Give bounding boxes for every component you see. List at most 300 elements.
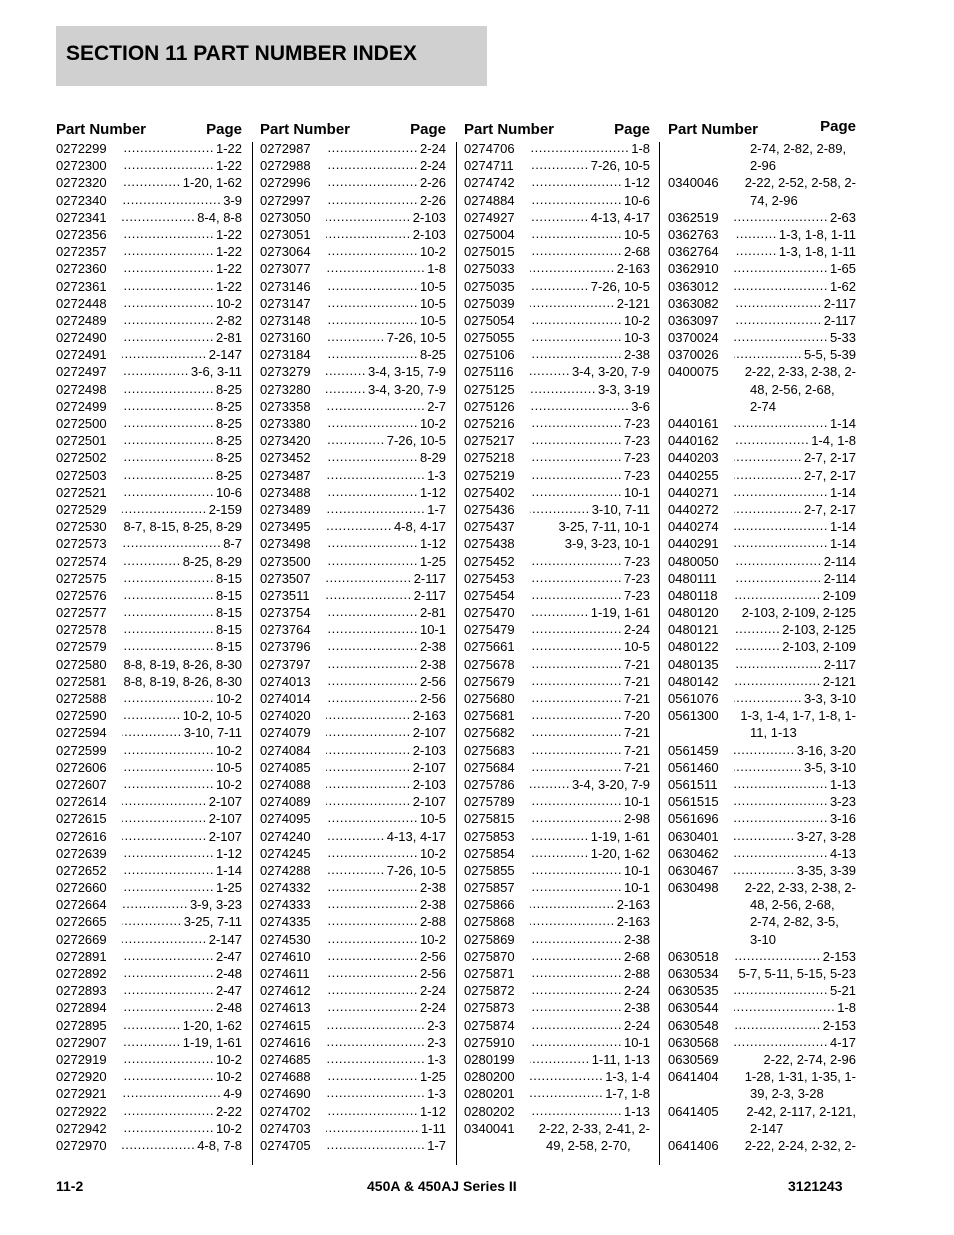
index-row (260, 845, 446, 862)
index-row (464, 518, 650, 535)
index-row (668, 570, 856, 587)
dot-leader (530, 226, 622, 243)
index-row (668, 260, 856, 277)
part-number: 0274612 (260, 983, 311, 999)
dot-leader (122, 879, 214, 896)
page-ref: 2-88 (623, 966, 650, 981)
index-row (260, 1103, 446, 1120)
part-number: 0272590 (56, 708, 107, 724)
part-number: 0641404 (668, 1069, 719, 1085)
part-number: 0275684 (464, 759, 515, 775)
page-ref: 2-22, 2-33, 2-41, 2- (538, 1120, 650, 1136)
dot-leader (326, 999, 418, 1016)
part-number: 0274706 (464, 141, 515, 156)
page-ref: 4-17 (829, 1034, 856, 1050)
part-number: 0274089 (260, 794, 311, 810)
page-ref: 3-10, 7-11 (183, 725, 242, 741)
index-row (260, 587, 446, 604)
part-number: 0641406 (668, 1137, 719, 1153)
part-number: 0630569 (668, 1051, 719, 1067)
page-ref: 10-1 (623, 862, 650, 878)
index-row (668, 467, 856, 484)
index-row (56, 1120, 242, 1137)
page-ref: 2-42, 2-117, 2-121, (746, 1103, 856, 1119)
dot-leader (122, 174, 181, 191)
part-number: 0272639 (56, 845, 107, 861)
part-number: 0363082 (668, 295, 719, 311)
part-number: 0275033 (464, 261, 515, 277)
dot-leader (326, 346, 418, 363)
index-row (464, 965, 650, 982)
index-row (56, 1068, 242, 1085)
page-ref: 2-147 (208, 347, 242, 363)
index-row (464, 226, 650, 243)
part-number: 0273160 (260, 330, 311, 346)
part-number: 0275868 (464, 914, 515, 930)
index-row (668, 810, 856, 827)
column-header (464, 118, 650, 140)
dot-leader (530, 1017, 622, 1034)
index-row (56, 845, 242, 862)
page-ref: 1-65 (829, 261, 856, 277)
dot-leader (734, 828, 795, 845)
part-number: 0272894 (56, 1000, 107, 1016)
page-ref: 2-163 (616, 897, 650, 913)
dot-leader (122, 724, 182, 741)
dot-leader (734, 484, 828, 501)
index-row (668, 157, 856, 174)
page-ref-continued: 2-74 (750, 398, 777, 414)
index-row (56, 398, 242, 415)
page-ref: 1-8 (631, 141, 650, 156)
part-number: 0272665 (56, 914, 107, 930)
index-row (464, 656, 650, 673)
part-number: 0630548 (668, 1017, 719, 1033)
part-number: 0272580 (56, 656, 107, 672)
index-row (260, 329, 446, 346)
dot-leader (122, 1051, 214, 1068)
page-ref: 1-19, 1-61 (590, 828, 650, 844)
dot-leader (530, 363, 570, 380)
dot-leader (530, 553, 622, 570)
index-row (464, 467, 650, 484)
part-number: 0275870 (464, 948, 515, 964)
part-number: 0272521 (56, 484, 107, 500)
dot-leader (326, 724, 411, 741)
index-row (464, 982, 650, 999)
index-row (260, 260, 446, 277)
page-ref: 2-56 (419, 966, 446, 981)
part-number: 0273148 (260, 312, 311, 328)
dot-leader (734, 999, 835, 1016)
part-number: 0272500 (56, 416, 107, 431)
page-ref-continued: 3-10 (750, 931, 777, 947)
index-row (56, 553, 242, 570)
page-ref: 7-21 (623, 759, 650, 775)
part-number: 0274685 (260, 1051, 311, 1067)
part-number: 0272594 (56, 725, 107, 741)
index-row (668, 346, 856, 363)
part-number: 0272599 (56, 742, 107, 758)
dot-leader (326, 621, 418, 638)
part-number: 0275454 (464, 587, 515, 603)
index-row (56, 913, 242, 930)
page-ref: 10-5 (419, 278, 446, 294)
dot-leader (326, 1085, 425, 1102)
index-row (260, 879, 446, 896)
page-ref: 5-5, 5-39 (803, 347, 856, 363)
part-number: 0561076 (668, 691, 719, 706)
index-row (56, 776, 242, 793)
page-ref: 1-22 (215, 226, 242, 242)
dot-leader (122, 1085, 221, 1102)
page-ref: 2-117 (823, 295, 856, 311)
dot-leader (326, 1017, 425, 1034)
dot-leader (530, 707, 622, 724)
part-number: 0630401 (668, 828, 719, 844)
index-row (260, 501, 446, 518)
index-row (260, 862, 446, 879)
page-ref: 2-107 (208, 811, 242, 827)
part-number: 0272576 (56, 587, 107, 603)
page-ref: 3-4, 3-20, 7-9 (367, 381, 446, 397)
part-number: 0480121 (668, 622, 719, 638)
dot-leader (326, 862, 385, 879)
part-number: 0630544 (668, 1000, 719, 1016)
index-row (260, 1017, 446, 1034)
dot-leader (734, 415, 828, 432)
dot-leader (122, 913, 182, 930)
dot-leader (122, 587, 214, 604)
page-ref: 1-19, 1-61 (182, 1034, 242, 1050)
index-row (464, 793, 650, 810)
part-number: 0272588 (56, 691, 107, 706)
index-row (56, 690, 242, 707)
page-ref: 5-21 (829, 983, 856, 999)
part-number: 0370026 (668, 347, 719, 363)
page-ref: 3-3, 3-10 (803, 691, 856, 706)
part-number: 0272356 (56, 226, 107, 242)
index-row (668, 604, 856, 621)
part-number: 0272970 (56, 1137, 107, 1153)
dot-leader (530, 621, 622, 638)
part-number: 0273498 (260, 536, 311, 552)
index-row (56, 140, 242, 157)
page-ref: 2-26 (419, 175, 446, 191)
part-number: 0274530 (260, 931, 311, 947)
dot-leader (122, 604, 214, 621)
dot-leader (530, 1051, 590, 1068)
part-number: 0280199 (464, 1051, 515, 1067)
index-row (260, 226, 446, 243)
index-row (668, 965, 856, 982)
dot-leader (530, 931, 622, 948)
index-row (260, 931, 446, 948)
index-row (260, 174, 446, 191)
page-ref: 7-26, 10-5 (386, 330, 446, 346)
dot-leader (734, 226, 777, 243)
dot-leader (530, 140, 629, 157)
index-column-2 (260, 118, 446, 1154)
index-row (464, 570, 650, 587)
page-ref: 2-47 (215, 948, 242, 964)
page-ref: 7-21 (623, 656, 650, 672)
dot-leader (734, 793, 828, 810)
page-ref: 2-68 (623, 244, 650, 260)
page-ref: 7-23 (623, 450, 650, 466)
part-number: 0275678 (464, 656, 515, 672)
page-ref: 2-117 (823, 656, 856, 672)
part-number: 0272499 (56, 398, 107, 414)
page-ref: 2-56 (419, 673, 446, 689)
page-ref: 3-4, 3-20, 7-9 (571, 364, 650, 380)
part-number: 0275219 (464, 467, 515, 483)
dot-leader (734, 1017, 821, 1034)
index-row (56, 157, 242, 174)
index-row (56, 828, 242, 845)
dot-leader (326, 174, 418, 191)
part-number: 0273754 (260, 605, 311, 621)
index-row (464, 329, 650, 346)
part-number: 0280200 (464, 1069, 515, 1085)
page-ref: 10-2 (419, 845, 446, 861)
dot-leader (734, 432, 809, 449)
page-ref: 2-7, 2-17 (803, 501, 856, 517)
part-number: 0272341 (56, 209, 107, 225)
dot-leader (326, 604, 418, 621)
dot-leader (734, 535, 828, 552)
index-row (56, 724, 242, 741)
dot-leader (530, 398, 629, 415)
page-ref: 2-103, 2-109 (782, 639, 856, 655)
dot-leader (326, 931, 418, 948)
page-ref: 4-13 (829, 845, 856, 861)
index-row (56, 931, 242, 948)
dot-leader (326, 845, 418, 862)
dot-leader (122, 243, 214, 260)
index-row (668, 673, 856, 690)
dot-leader (530, 278, 589, 295)
page-ref-continued: 2-96 (750, 158, 777, 174)
page-ref: 2-24 (623, 622, 650, 638)
page-ref: 2-114 (823, 570, 856, 586)
column-divider (252, 142, 253, 1165)
index-row (464, 673, 650, 690)
index-row (56, 673, 242, 690)
dot-leader (122, 295, 214, 312)
part-number: 0274245 (260, 845, 311, 861)
dot-leader (530, 570, 622, 587)
page-ref: 10-5 (419, 295, 446, 311)
dot-leader (326, 398, 425, 415)
page-ref: 3-16 (829, 811, 856, 827)
part-number: 0272320 (56, 175, 107, 191)
index-row (464, 157, 650, 174)
part-number: 0272490 (56, 330, 107, 346)
part-number: 0274615 (260, 1017, 311, 1033)
part-number: 0273358 (260, 398, 311, 414)
index-row (668, 432, 856, 449)
dot-leader (530, 845, 589, 862)
dot-leader (734, 329, 828, 346)
part-number: 0275661 (464, 639, 515, 655)
dot-leader (326, 793, 411, 810)
index-row (56, 329, 242, 346)
page-ref: 2-147 (208, 931, 242, 947)
index-row (668, 398, 856, 415)
index-row (668, 656, 856, 673)
dot-leader (530, 467, 622, 484)
index-row (464, 948, 650, 965)
page-ref: 10-1 (623, 484, 650, 500)
index-row (260, 1034, 446, 1051)
dot-leader (326, 828, 385, 845)
page-ref-continued: 49, 2-58, 2-70, (546, 1137, 631, 1153)
dot-leader (122, 1103, 214, 1120)
part-number: 0272891 (56, 948, 107, 964)
dot-leader (530, 656, 622, 673)
index-row (464, 192, 650, 209)
part-number: 0272987 (260, 141, 311, 156)
part-number: 0275855 (464, 862, 515, 878)
part-number: 0274332 (260, 880, 311, 896)
index-row (56, 226, 242, 243)
dot-leader (122, 260, 214, 277)
page-ref: 1-22 (215, 158, 242, 174)
part-number: 0272579 (56, 639, 107, 655)
page-ref: 1-8 (837, 1000, 856, 1016)
part-number: 0274927 (464, 209, 515, 225)
part-number: 0275479 (464, 622, 515, 638)
dot-leader (122, 845, 214, 862)
part-number: 0272529 (56, 501, 107, 517)
index-row (56, 243, 242, 260)
page-heading: Page (206, 121, 242, 138)
index-row (56, 1051, 242, 1068)
page-ref: 10-2 (623, 312, 650, 328)
dot-leader (326, 656, 418, 673)
part-number: 0274079 (260, 725, 311, 741)
index-row (464, 535, 650, 552)
dot-leader (734, 518, 828, 535)
index-row (668, 1137, 856, 1154)
dot-leader (122, 278, 214, 295)
index-row (464, 449, 650, 466)
index-row (464, 501, 650, 518)
page-ref: 2-107 (412, 794, 446, 810)
part-number: 0641405 (668, 1103, 719, 1119)
part-number: 0274333 (260, 897, 311, 913)
part-number: 0272997 (260, 192, 311, 208)
part-number: 0440291 (668, 536, 719, 552)
part-number: 0275217 (464, 433, 515, 449)
page-ref: 1-14 (829, 519, 856, 535)
page-ref: 2-26 (419, 192, 446, 208)
dot-leader (530, 810, 622, 827)
page-ref-continued: 39, 2-3, 3-28 (750, 1086, 824, 1102)
dot-leader (326, 484, 418, 501)
page-ref: 2-103 (412, 226, 446, 242)
page-ref: 1-22 (215, 244, 242, 260)
dot-leader (530, 587, 622, 604)
index-row (260, 518, 446, 535)
dot-leader (530, 965, 622, 982)
index-row (464, 432, 650, 449)
index-row (260, 690, 446, 707)
page-ref: 1-22 (215, 261, 242, 277)
index-row (464, 690, 650, 707)
dot-leader (734, 312, 822, 329)
part-number: 0274088 (260, 776, 311, 792)
index-row (260, 243, 446, 260)
index-row (668, 1085, 856, 1102)
index-row (260, 724, 446, 741)
page-ref: 10-5 (623, 226, 650, 242)
page-ref: 2-103 (412, 742, 446, 758)
dot-leader (122, 896, 188, 913)
page-ref-continued: 48, 2-56, 2-68, (750, 897, 835, 913)
index-row (464, 879, 650, 896)
index-row (260, 295, 446, 312)
part-number: 0440272 (668, 501, 719, 517)
index-row (668, 174, 856, 191)
index-row (56, 174, 242, 191)
dot-leader (530, 243, 622, 260)
dot-leader (734, 1034, 828, 1051)
index-row (56, 604, 242, 621)
index-row (56, 312, 242, 329)
page-ref: 8-15 (215, 587, 242, 603)
part-number: 0275035 (464, 278, 515, 294)
page-ref: 7-21 (623, 673, 650, 689)
index-row (464, 931, 650, 948)
dot-leader (530, 999, 622, 1016)
page-ref: 1-7, 1-8 (605, 1086, 650, 1102)
part-number: 0630498 (668, 880, 719, 896)
index-row (464, 1120, 650, 1137)
dot-leader (734, 449, 802, 466)
page-ref: 2-153 (822, 1017, 856, 1033)
index-row (464, 1137, 650, 1154)
page-ref: 1-11, 1-13 (591, 1051, 650, 1067)
part-number: 0273796 (260, 639, 311, 655)
part-number: 0272920 (56, 1069, 107, 1085)
index-row (668, 243, 856, 260)
page-ref: 8-25 (215, 467, 242, 483)
index-row (260, 742, 446, 759)
page-ref: 1-20, 1-62 (590, 845, 650, 861)
index-row (56, 793, 242, 810)
page-ref: 10-2 (419, 416, 446, 431)
part-number: 0274711 (464, 158, 514, 174)
part-number: 0561511 (668, 776, 718, 792)
part-number: 0273279 (260, 364, 311, 380)
index-row (260, 776, 446, 793)
index-row (260, 157, 446, 174)
page-ref: 7-21 (623, 691, 650, 706)
index-row (668, 1017, 856, 1034)
page-ref: 2-107 (412, 759, 446, 775)
dot-leader (122, 1017, 181, 1034)
index-row (464, 209, 650, 226)
dot-leader (734, 759, 802, 776)
index-row (260, 828, 446, 845)
index-row (464, 587, 650, 604)
part-number: 0275680 (464, 691, 515, 706)
page-heading: Page (820, 118, 856, 135)
page-ref: 2-153 (822, 948, 856, 964)
index-row (464, 896, 650, 913)
